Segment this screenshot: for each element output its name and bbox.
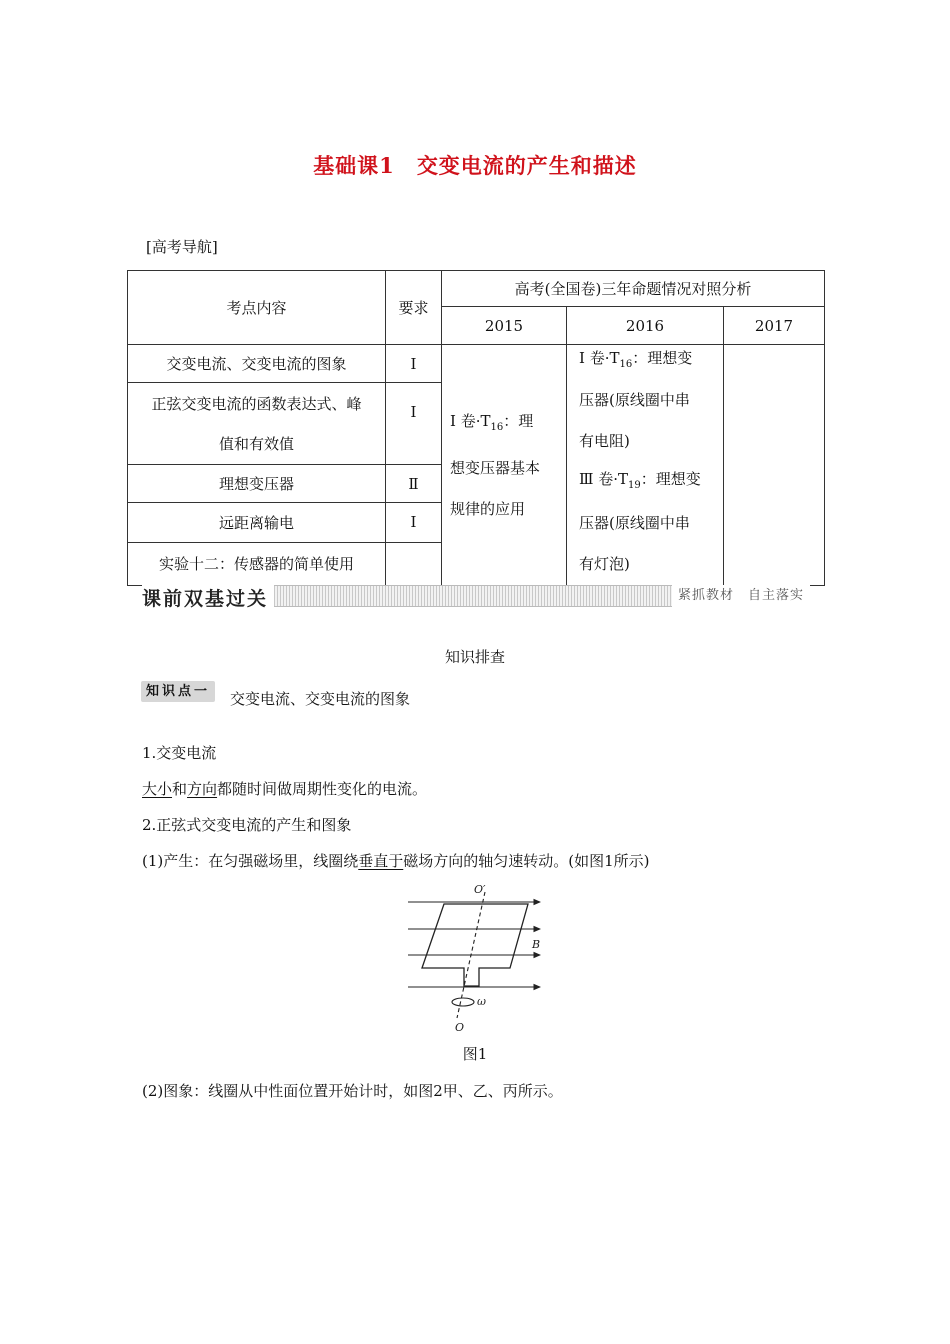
y2016-a1-end: ：理想变 [632, 349, 693, 367]
underlined-term: 方向 [187, 780, 218, 798]
y2016-b1: Ⅲ 卷·T [579, 470, 629, 488]
row-topic-line1: 正弦交变电流的函数表达式、峰 [151, 394, 362, 413]
label-o: O [455, 1021, 465, 1032]
row-req: Ⅰ [386, 503, 442, 542]
cell-2015 [442, 345, 567, 586]
section-title: 知识排查 [444, 648, 505, 666]
banner-right: 紧抓教材 自主落实 [672, 585, 810, 607]
underlined-term: 垂直于 [358, 852, 404, 870]
header-year-2015: 2015 [442, 307, 567, 345]
row-topic [128, 383, 386, 465]
row-topic: 交变电流、交变电流的图象 [128, 345, 386, 383]
y2015-line2: 想变压器基本 [450, 458, 541, 477]
row-topic: 理想变压器 [128, 464, 386, 502]
heading-2: 2.正弦式交变电流的产生和图象 [142, 816, 352, 834]
y2016-a2: 压器(原线圈中串 [579, 391, 690, 409]
label-b: B [532, 938, 541, 951]
y2016-b1-end: ：理想变 [640, 470, 701, 488]
y2016-a3: 有电阻) [579, 432, 630, 450]
y2016-b2: 压器(原线圈中串 [579, 514, 690, 532]
y2016-a1: Ⅰ 卷·T [579, 349, 620, 367]
header-year-2017: 2017 [724, 307, 825, 345]
paragraph-1-mid: 和 [172, 780, 188, 798]
row-req [386, 542, 442, 585]
row-req: Ⅱ [386, 464, 442, 502]
header-year-2016: 2016 [567, 307, 724, 345]
row-req: Ⅰ [386, 345, 442, 383]
paragraph-2 [142, 850, 650, 871]
paragraph-1-end: 都随时间做周期性变化的电流。 [217, 780, 428, 798]
header-req: 要求 [386, 271, 442, 345]
row-req: Ⅰ [386, 383, 442, 465]
label-omega: ω [477, 995, 486, 1008]
y2016-a1-sub: 16 [619, 359, 633, 370]
row-topic-line2: 值和有效值 [218, 434, 294, 453]
heading-1: 1.交变电流 [142, 744, 217, 762]
cell-2016 [567, 345, 724, 586]
exam-table [127, 270, 825, 586]
paragraph-2-start: (1)产生：在匀强磁场里，线圈绕 [142, 852, 359, 870]
y2015-line1-end: ：理 [503, 411, 534, 430]
knowledge-point-text: 交变电流、交变电流的图象 [230, 690, 411, 708]
figure-caption: 图1 [462, 1045, 488, 1063]
label-o-prime: O′ [474, 883, 486, 896]
paragraph-1 [142, 778, 427, 799]
coil-figure [400, 882, 552, 1032]
row-topic: 远距离输电 [128, 503, 386, 542]
section-banner [142, 585, 810, 610]
knowledge-point-badge: 知识点一 [141, 681, 215, 702]
rotation-arrow [452, 998, 474, 1006]
nav-label: [高考导航] [146, 238, 218, 256]
cell-2017 [724, 345, 825, 586]
coil [422, 904, 528, 986]
title-part1: 基础课1 [313, 153, 395, 178]
paragraph-3: (2)图象：线圈从中性面位置开始计时，如图2甲、乙、丙所示。 [142, 1082, 563, 1100]
y2015-line3: 规律的应用 [450, 499, 526, 518]
y2015-sub: 16 [490, 421, 504, 433]
header-analysis: 高考(全国卷)三年命题情况对照分析 [442, 271, 825, 307]
page-title [0, 150, 950, 180]
paragraph-2-end: 磁场方向的轴匀速转动。(如图1所示) [403, 852, 650, 870]
underlined-term: 大小 [142, 780, 173, 798]
y2016-b1-sub: 19 [628, 480, 641, 491]
y2015-line1: Ⅰ 卷·T [450, 411, 491, 430]
header-topic: 考点内容 [128, 271, 386, 345]
banner-main: 课前双基过关 [142, 584, 274, 608]
y2016-b3: 有灯泡) [579, 555, 630, 573]
title-part2: 交变电流的产生和描述 [416, 153, 637, 178]
row-topic: 实验十二：传感器的简单使用 [128, 542, 386, 585]
